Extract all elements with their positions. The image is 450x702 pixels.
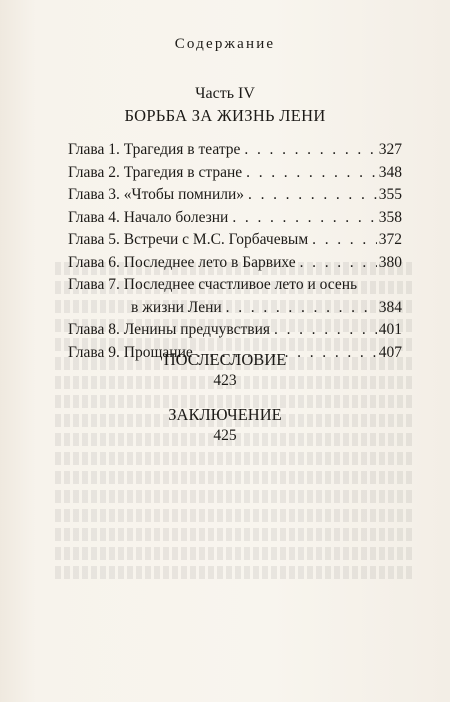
toc-entry-chapter-3[interactable] [68, 184, 402, 207]
leader-dots [248, 184, 377, 207]
conclusion-page: 425 [213, 427, 237, 444]
part-title: БОРЬБА ЗА ЖИЗНЬ ЛЕНИ [124, 106, 326, 125]
toc-entry-page: 401 [378, 321, 402, 338]
leader-dots [274, 319, 377, 342]
toc-entry-chapter-5[interactable] [68, 229, 402, 252]
toc-entry-page: 407 [378, 343, 402, 361]
toc-entry-page: 358 [378, 208, 402, 226]
leader-dots [246, 162, 377, 185]
toc-entry-chapter-7-continuation[interactable] [68, 297, 402, 320]
running-head: Содержание [174, 36, 276, 52]
toc-entry-page: 372 [378, 231, 402, 248]
toc-entry-label: Глава 9. Прощание [68, 343, 193, 361]
toc-entry-label: Глава 7. Последнее счастливое лето и осень [68, 276, 358, 293]
toc-entry-page: 384 [378, 298, 402, 316]
toc-entry-page: 348 [378, 163, 402, 181]
leader-dots [312, 229, 377, 252]
toc-entry-label: Глава 6. Последнее лето в Барвихе [68, 253, 296, 271]
leader-dots [226, 297, 377, 320]
toc-entry-page: 380 [378, 253, 402, 271]
toc-entry-label: Глава 5. Встречи с М.С. Горбачевым [68, 231, 309, 248]
toc-entry-label: Глава 4. Начало болезни [68, 208, 229, 226]
table-of-contents [68, 139, 402, 364]
toc-entry-page: 327 [378, 141, 402, 158]
leader-dots [244, 139, 376, 162]
leader-dots [300, 252, 377, 275]
toc-entry-label: Глава 8. Ленины предчувствия [68, 321, 271, 338]
toc-entry-chapter-8[interactable] [68, 319, 402, 342]
afterword-title[interactable]: ПОСЛЕСЛОВИЕ [163, 350, 287, 369]
toc-entry-chapter-1[interactable] [68, 139, 402, 162]
toc-entry-label: Глава 1. Трагедия в театре [68, 141, 241, 158]
toc-entry-page: 355 [378, 186, 402, 203]
toc-entry-label: Глава 2. Трагедия в стране [68, 163, 243, 181]
toc-entry-chapter-7[interactable] [68, 274, 402, 297]
part-label: Часть IV [195, 85, 255, 102]
toc-entry-label: Глава 3. «Чтобы помнили» [68, 186, 245, 203]
conclusion-title[interactable]: ЗАКЛЮЧЕНИЕ [168, 405, 282, 424]
toc-entry-chapter-4[interactable] [68, 207, 402, 230]
toc-entry-chapter-6[interactable] [68, 252, 402, 275]
toc-entry-label-continuation: в жизни Лени [131, 298, 222, 316]
toc-entry-chapter-2[interactable] [68, 162, 402, 185]
leader-dots [232, 207, 376, 230]
afterword-page: 423 [213, 372, 237, 389]
